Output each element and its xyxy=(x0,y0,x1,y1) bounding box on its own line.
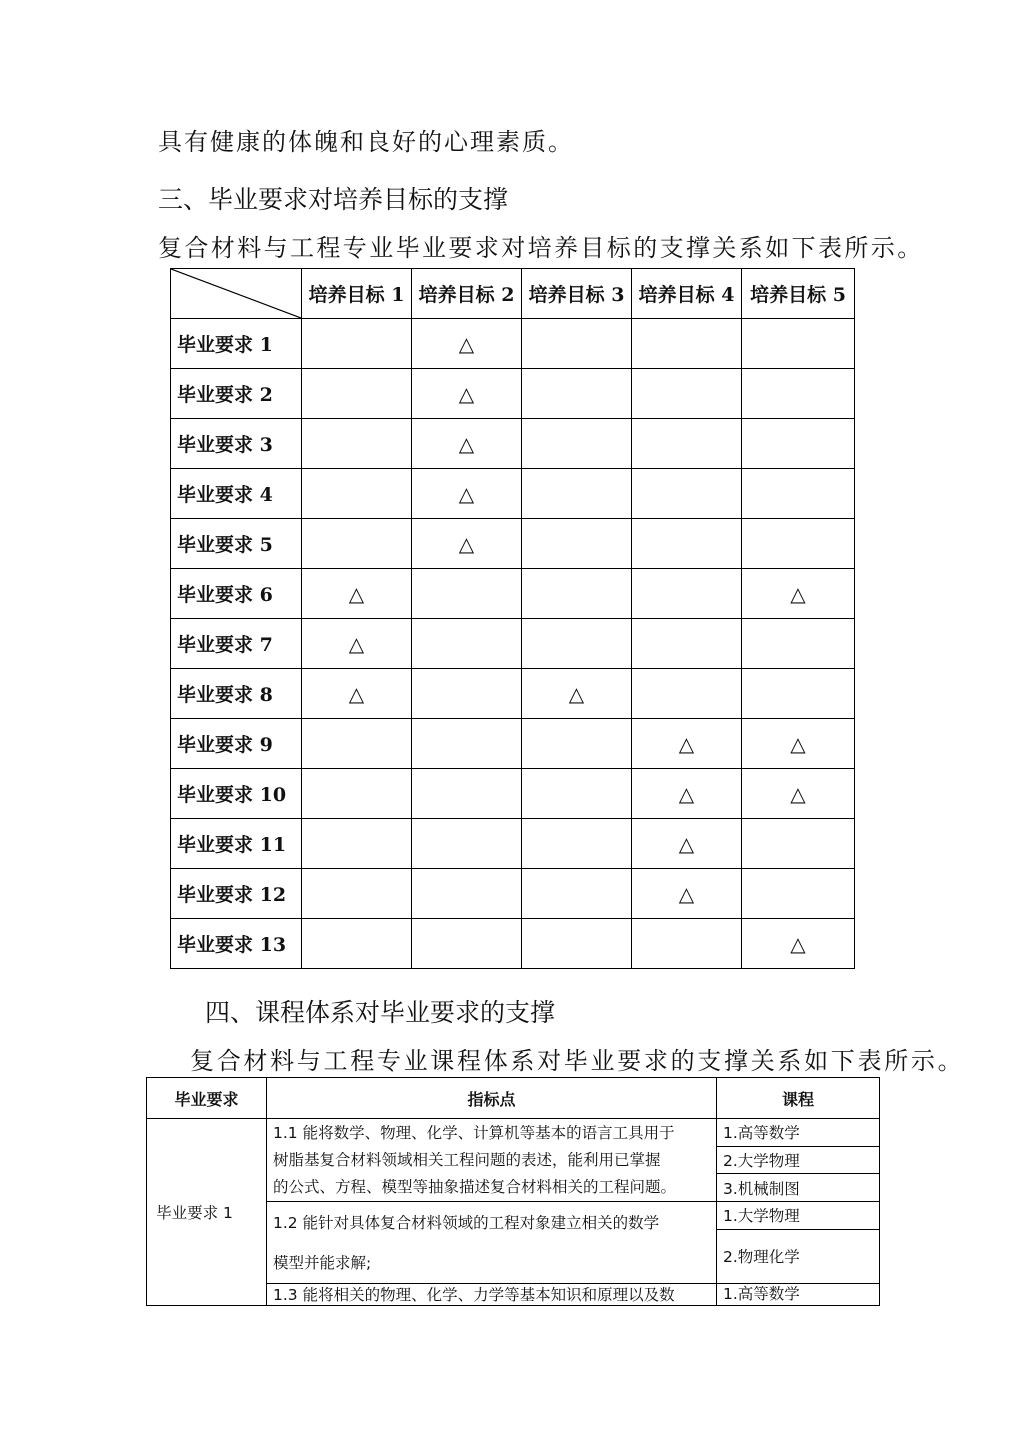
course-cell: 1.高等数学 xyxy=(717,1284,880,1306)
empty-cell xyxy=(742,869,855,919)
triangle-mark-icon: △ xyxy=(458,381,475,406)
triangle-mark-icon: △ xyxy=(568,681,585,706)
empty-cell xyxy=(412,819,522,869)
triangle-mark-icon: △ xyxy=(678,831,695,856)
empty-cell xyxy=(302,319,412,369)
triangle-mark-icon: △ xyxy=(348,631,365,656)
empty-cell xyxy=(742,419,855,469)
triangle-mark-icon: △ xyxy=(458,481,475,506)
table-row xyxy=(171,519,855,569)
course-cell: 1.大学物理 xyxy=(717,1202,880,1230)
empty-cell xyxy=(632,519,742,569)
support-mark-cell xyxy=(632,719,742,769)
row-label: 毕业要求 12 xyxy=(171,869,302,919)
column-header: 培养目标 4 xyxy=(632,269,742,319)
empty-cell xyxy=(632,469,742,519)
empty-cell xyxy=(522,569,632,619)
support-mark-cell xyxy=(742,769,855,819)
empty-cell xyxy=(742,669,855,719)
support-mark-cell xyxy=(742,569,855,619)
triangle-mark-icon: △ xyxy=(678,731,695,756)
column-header: 培养目标 5 xyxy=(742,269,855,319)
course-cell: 2.大学物理 xyxy=(717,1146,880,1174)
empty-cell xyxy=(302,519,412,569)
indicator-line: 1.2 能针对具体复合材料领域的工程对象建立相关的数学 xyxy=(273,1214,660,1232)
empty-cell xyxy=(412,869,522,919)
support-mark-cell xyxy=(302,619,412,669)
indicator-line: 树脂基复合材料领域相关工程问题的表述，能利用已掌握 xyxy=(273,1151,661,1169)
triangle-mark-icon: △ xyxy=(458,431,475,456)
row-label: 毕业要求 13 xyxy=(171,919,302,969)
support-mark-cell xyxy=(632,819,742,869)
course-cell: 1.高等数学 xyxy=(717,1119,880,1147)
triangle-mark-icon: △ xyxy=(790,781,806,806)
empty-cell xyxy=(522,369,632,419)
support-mark-cell xyxy=(632,869,742,919)
table-row xyxy=(171,719,855,769)
indicator-line: 的公式、方程、模型等抽象描述复合材料相关的工程问题。 xyxy=(273,1178,677,1196)
row-label: 毕业要求 11 xyxy=(171,819,302,869)
support-mark-cell xyxy=(302,569,412,619)
empty-cell xyxy=(632,319,742,369)
indicator-line: 模型并能求解; xyxy=(273,1254,372,1272)
empty-cell xyxy=(522,519,632,569)
indicator-cell xyxy=(267,1202,717,1284)
empty-cell xyxy=(632,569,742,619)
triangle-mark-icon: △ xyxy=(678,781,695,806)
row-label: 毕业要求 5 xyxy=(171,519,302,569)
empty-cell xyxy=(632,619,742,669)
empty-cell xyxy=(412,669,522,719)
empty-cell xyxy=(742,469,855,519)
empty-cell xyxy=(302,769,412,819)
table-row xyxy=(171,569,855,619)
row-label: 毕业要求 9 xyxy=(171,719,302,769)
empty-cell xyxy=(632,369,742,419)
empty-cell xyxy=(742,319,855,369)
row-label: 毕业要求 8 xyxy=(171,669,302,719)
row-label: 毕业要求 1 xyxy=(171,319,302,369)
support-mark-cell xyxy=(742,719,855,769)
section4-description: 复合材料与工程专业课程体系对毕业要求的支撑关系如下表所示。 xyxy=(190,1047,965,1075)
table-row xyxy=(171,819,855,869)
requirement-cell: 毕业要求 1 xyxy=(147,1119,267,1306)
table-row xyxy=(171,869,855,919)
empty-cell xyxy=(522,619,632,669)
empty-cell xyxy=(522,719,632,769)
indicator-cell xyxy=(267,1119,717,1202)
empty-cell xyxy=(522,769,632,819)
support-matrix-table xyxy=(170,268,855,969)
table-row xyxy=(171,919,855,969)
empty-cell xyxy=(302,419,412,469)
course-cell: 3.机械制图 xyxy=(717,1174,880,1202)
empty-cell xyxy=(742,519,855,569)
table-row xyxy=(171,319,855,369)
empty-cell xyxy=(302,919,412,969)
empty-cell xyxy=(522,919,632,969)
row-label: 毕业要求 10 xyxy=(171,769,302,819)
table-row xyxy=(171,669,855,719)
empty-cell xyxy=(412,719,522,769)
table-row xyxy=(147,1119,880,1147)
triangle-mark-icon: △ xyxy=(348,581,365,606)
empty-cell xyxy=(742,369,855,419)
diagonal-header-cell xyxy=(171,269,302,319)
diagonal-line xyxy=(171,269,301,318)
empty-cell xyxy=(742,819,855,869)
table-row xyxy=(171,469,855,519)
support-mark-cell xyxy=(412,319,522,369)
indicator-line: 1.1 能将数学、物理、化学、计算机等基本的语言工具用于 xyxy=(273,1124,675,1142)
row-label: 毕业要求 7 xyxy=(171,619,302,669)
empty-cell xyxy=(522,419,632,469)
column-header: 培养目标 2 xyxy=(412,269,522,319)
support-mark-cell xyxy=(412,519,522,569)
triangle-mark-icon: △ xyxy=(790,581,806,606)
column-header: 指标点 xyxy=(267,1078,717,1119)
support-mark-cell xyxy=(302,669,412,719)
section4-title: 四、课程体系对毕业要求的支撑 xyxy=(205,998,556,1027)
empty-cell xyxy=(742,619,855,669)
table-header-row xyxy=(171,269,855,319)
triangle-mark-icon: △ xyxy=(458,331,475,356)
triangle-mark-icon: △ xyxy=(790,931,806,956)
empty-cell xyxy=(412,569,522,619)
section3-title: 三、毕业要求对培养目标的支撑 xyxy=(158,185,509,214)
column-header: 毕业要求 xyxy=(147,1078,267,1119)
empty-cell xyxy=(302,469,412,519)
row-label: 毕业要求 6 xyxy=(171,569,302,619)
table-header-row xyxy=(147,1078,880,1119)
column-header: 课程 xyxy=(717,1078,880,1119)
empty-cell xyxy=(522,869,632,919)
triangle-mark-icon: △ xyxy=(458,531,475,556)
table-row xyxy=(171,419,855,469)
empty-cell xyxy=(412,919,522,969)
triangle-mark-icon: △ xyxy=(678,881,695,906)
section3-description: 复合材料与工程专业毕业要求对培养目标的支撑关系如下表所示。 xyxy=(158,234,924,262)
course-cell: 2.物理化学 xyxy=(717,1229,880,1283)
empty-cell xyxy=(412,769,522,819)
empty-cell xyxy=(522,469,632,519)
table-row xyxy=(171,769,855,819)
empty-cell xyxy=(302,369,412,419)
support-mark-cell xyxy=(412,469,522,519)
indicator-cell xyxy=(267,1284,717,1306)
table-row xyxy=(171,619,855,669)
column-header: 培养目标 3 xyxy=(522,269,632,319)
indicator-line: 1.3 能将相关的物理、化学、力学等基本知识和原理以及数 xyxy=(273,1286,675,1304)
empty-cell xyxy=(302,719,412,769)
support-mark-cell xyxy=(412,369,522,419)
row-label: 毕业要求 2 xyxy=(171,369,302,419)
empty-cell xyxy=(632,419,742,469)
course-support-table xyxy=(146,1077,880,1306)
empty-cell xyxy=(632,669,742,719)
column-header: 培养目标 1 xyxy=(302,269,412,319)
table-row xyxy=(171,369,855,419)
triangle-mark-icon: △ xyxy=(790,731,806,756)
empty-cell xyxy=(302,819,412,869)
empty-cell xyxy=(522,319,632,369)
support-mark-cell xyxy=(632,769,742,819)
empty-cell xyxy=(632,919,742,969)
support-mark-cell xyxy=(522,669,632,719)
row-label: 毕业要求 4 xyxy=(171,469,302,519)
support-mark-cell xyxy=(412,419,522,469)
empty-cell xyxy=(522,819,632,869)
empty-cell xyxy=(302,869,412,919)
intro-line: 具有健康的体魄和良好的心理素质。 xyxy=(158,128,574,156)
triangle-mark-icon: △ xyxy=(348,681,365,706)
support-mark-cell xyxy=(742,919,855,969)
row-label: 毕业要求 3 xyxy=(171,419,302,469)
empty-cell xyxy=(412,619,522,669)
